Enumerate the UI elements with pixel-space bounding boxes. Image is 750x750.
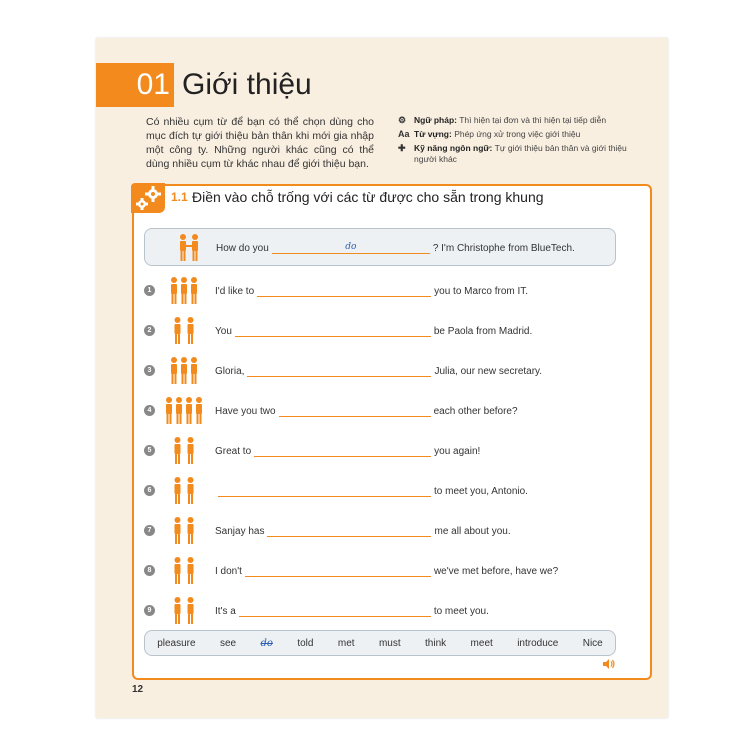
people-icon xyxy=(162,276,206,306)
chapter-title: Giới thiệu xyxy=(182,68,312,101)
meta-text: Tự giới thiệu bản thân và giới thiệu người khác xyxy=(414,143,627,164)
page-number: 12 xyxy=(132,684,144,695)
sentence-start: How do you xyxy=(216,243,269,254)
item-sentence xyxy=(215,605,489,617)
puzzle-icon: ✚ xyxy=(398,143,406,153)
item-sentence xyxy=(215,525,511,537)
aa-icon: Aa xyxy=(398,129,410,139)
exercise-item xyxy=(134,592,654,632)
word-option: meet xyxy=(470,637,493,649)
word-option: met xyxy=(337,637,355,649)
people-icon xyxy=(162,356,206,386)
meta-skill xyxy=(398,143,638,165)
word-option: see xyxy=(219,637,237,649)
item-number: 1 xyxy=(144,285,155,296)
answer-blank[interactable] xyxy=(245,565,431,577)
topic-summary xyxy=(398,115,638,168)
meta-label: Kỹ năng ngôn ngữ: xyxy=(414,143,493,153)
meta-label: Ngữ pháp: xyxy=(414,115,457,125)
item-sentence xyxy=(215,565,558,577)
exercise-item xyxy=(134,472,654,512)
word-bank xyxy=(144,630,616,656)
item-sentence xyxy=(215,285,528,297)
people-icon xyxy=(162,476,206,506)
exercise-item xyxy=(134,512,654,552)
item-number: 6 xyxy=(144,485,155,496)
people-icon xyxy=(162,436,206,466)
book-page xyxy=(96,38,668,718)
meta-text: Thì hiện tại đơn và thì hiện tại tiếp diễn xyxy=(459,115,607,125)
people-icon xyxy=(162,596,206,626)
exercise-frame xyxy=(132,184,652,680)
example-answer: do xyxy=(345,242,357,252)
sentence-start: You xyxy=(215,326,232,337)
gears-icon xyxy=(131,183,165,213)
answer-blank[interactable] xyxy=(239,605,431,617)
word-option: Nice xyxy=(582,637,603,649)
answer-blank[interactable] xyxy=(235,325,431,337)
answer-blank[interactable] xyxy=(267,525,431,537)
item-number: 4 xyxy=(144,405,155,416)
item-sentence xyxy=(215,485,528,497)
sentence-end: you to Marco from IT. xyxy=(434,286,529,297)
example-row xyxy=(144,228,616,266)
item-sentence xyxy=(215,325,532,337)
exercise-item xyxy=(134,392,654,432)
exercise-item xyxy=(134,432,654,472)
people-icon xyxy=(162,516,206,546)
sentence-start: I don't xyxy=(215,566,242,577)
sentence-start: Sanjay has xyxy=(215,526,265,537)
answer-blank[interactable] xyxy=(218,485,431,497)
sentence-end: to meet you, Antonio. xyxy=(434,486,528,497)
example-blank xyxy=(272,242,430,254)
example-sentence xyxy=(216,242,575,254)
chapter-number: 01 xyxy=(96,63,174,107)
item-number: 2 xyxy=(144,325,155,336)
people-icon xyxy=(162,396,206,426)
gear-icon: ⚙ xyxy=(398,115,407,125)
sentence-end: to meet you. xyxy=(433,606,489,617)
answer-blank[interactable] xyxy=(247,365,431,377)
sentence-start: Great to xyxy=(215,446,252,457)
sentence-start: Gloria, xyxy=(215,366,245,377)
meta-text: Phép ứng xử trong việc giới thiệu xyxy=(454,129,581,139)
sentence-start: I'd like to xyxy=(215,286,255,297)
item-number: 3 xyxy=(144,365,155,376)
exercise-item xyxy=(134,272,654,312)
intro-paragraph: Có nhiều cụm từ để bạn có thể chọn dùng cho mục đích tự giới thiệu bản thân khi mới gia nhập một công ty. Những người khác cũng có thể dùng nhiều cụm từ khác nhau để giới thiệu bạn. xyxy=(146,116,374,170)
word-option: told xyxy=(297,637,314,649)
word-option: must xyxy=(378,637,401,649)
item-number: 5 xyxy=(144,445,155,456)
exercise-number: 1.1 xyxy=(171,190,188,204)
answer-blank[interactable] xyxy=(279,405,431,417)
meta-label: Từ vựng: xyxy=(414,129,452,139)
item-number: 8 xyxy=(144,565,155,576)
meta-grammar xyxy=(398,115,638,126)
sentence-end: you again! xyxy=(434,446,481,457)
word-option: think xyxy=(425,637,447,649)
sentence-end: we've met before, have we? xyxy=(433,566,559,577)
item-number: 7 xyxy=(144,525,155,536)
people-icon xyxy=(162,556,206,586)
answer-blank[interactable] xyxy=(254,445,431,457)
sentence-start: It's a xyxy=(215,606,236,617)
item-sentence xyxy=(215,365,542,377)
sentence-end: ? I'm Christophe from BlueTech. xyxy=(432,243,575,254)
people-icon xyxy=(175,233,205,263)
sentence-end: me all about you. xyxy=(434,526,511,537)
item-sentence xyxy=(215,405,518,417)
meta-vocabulary xyxy=(398,129,638,140)
sentence-end: each other before? xyxy=(433,406,518,417)
answer-blank[interactable] xyxy=(257,285,431,297)
people-icon xyxy=(162,316,206,346)
word-option: pleasure xyxy=(157,637,196,649)
item-number: 9 xyxy=(144,605,155,616)
exercise-item xyxy=(134,552,654,592)
sentence-start: Have you two xyxy=(215,406,276,417)
word-option-used: do xyxy=(260,637,273,649)
sentence-end: be Paola from Madrid. xyxy=(433,326,533,337)
audio-icon[interactable] xyxy=(602,658,616,670)
sentence-end: Julia, our new secretary. xyxy=(434,366,543,377)
exercise-item xyxy=(134,352,654,392)
item-sentence xyxy=(215,445,480,457)
exercise-title: Điền vào chỗ trống với các từ được cho sẵn trong khung xyxy=(192,189,544,205)
word-option: introduce xyxy=(517,637,559,649)
exercise-item xyxy=(134,312,654,352)
